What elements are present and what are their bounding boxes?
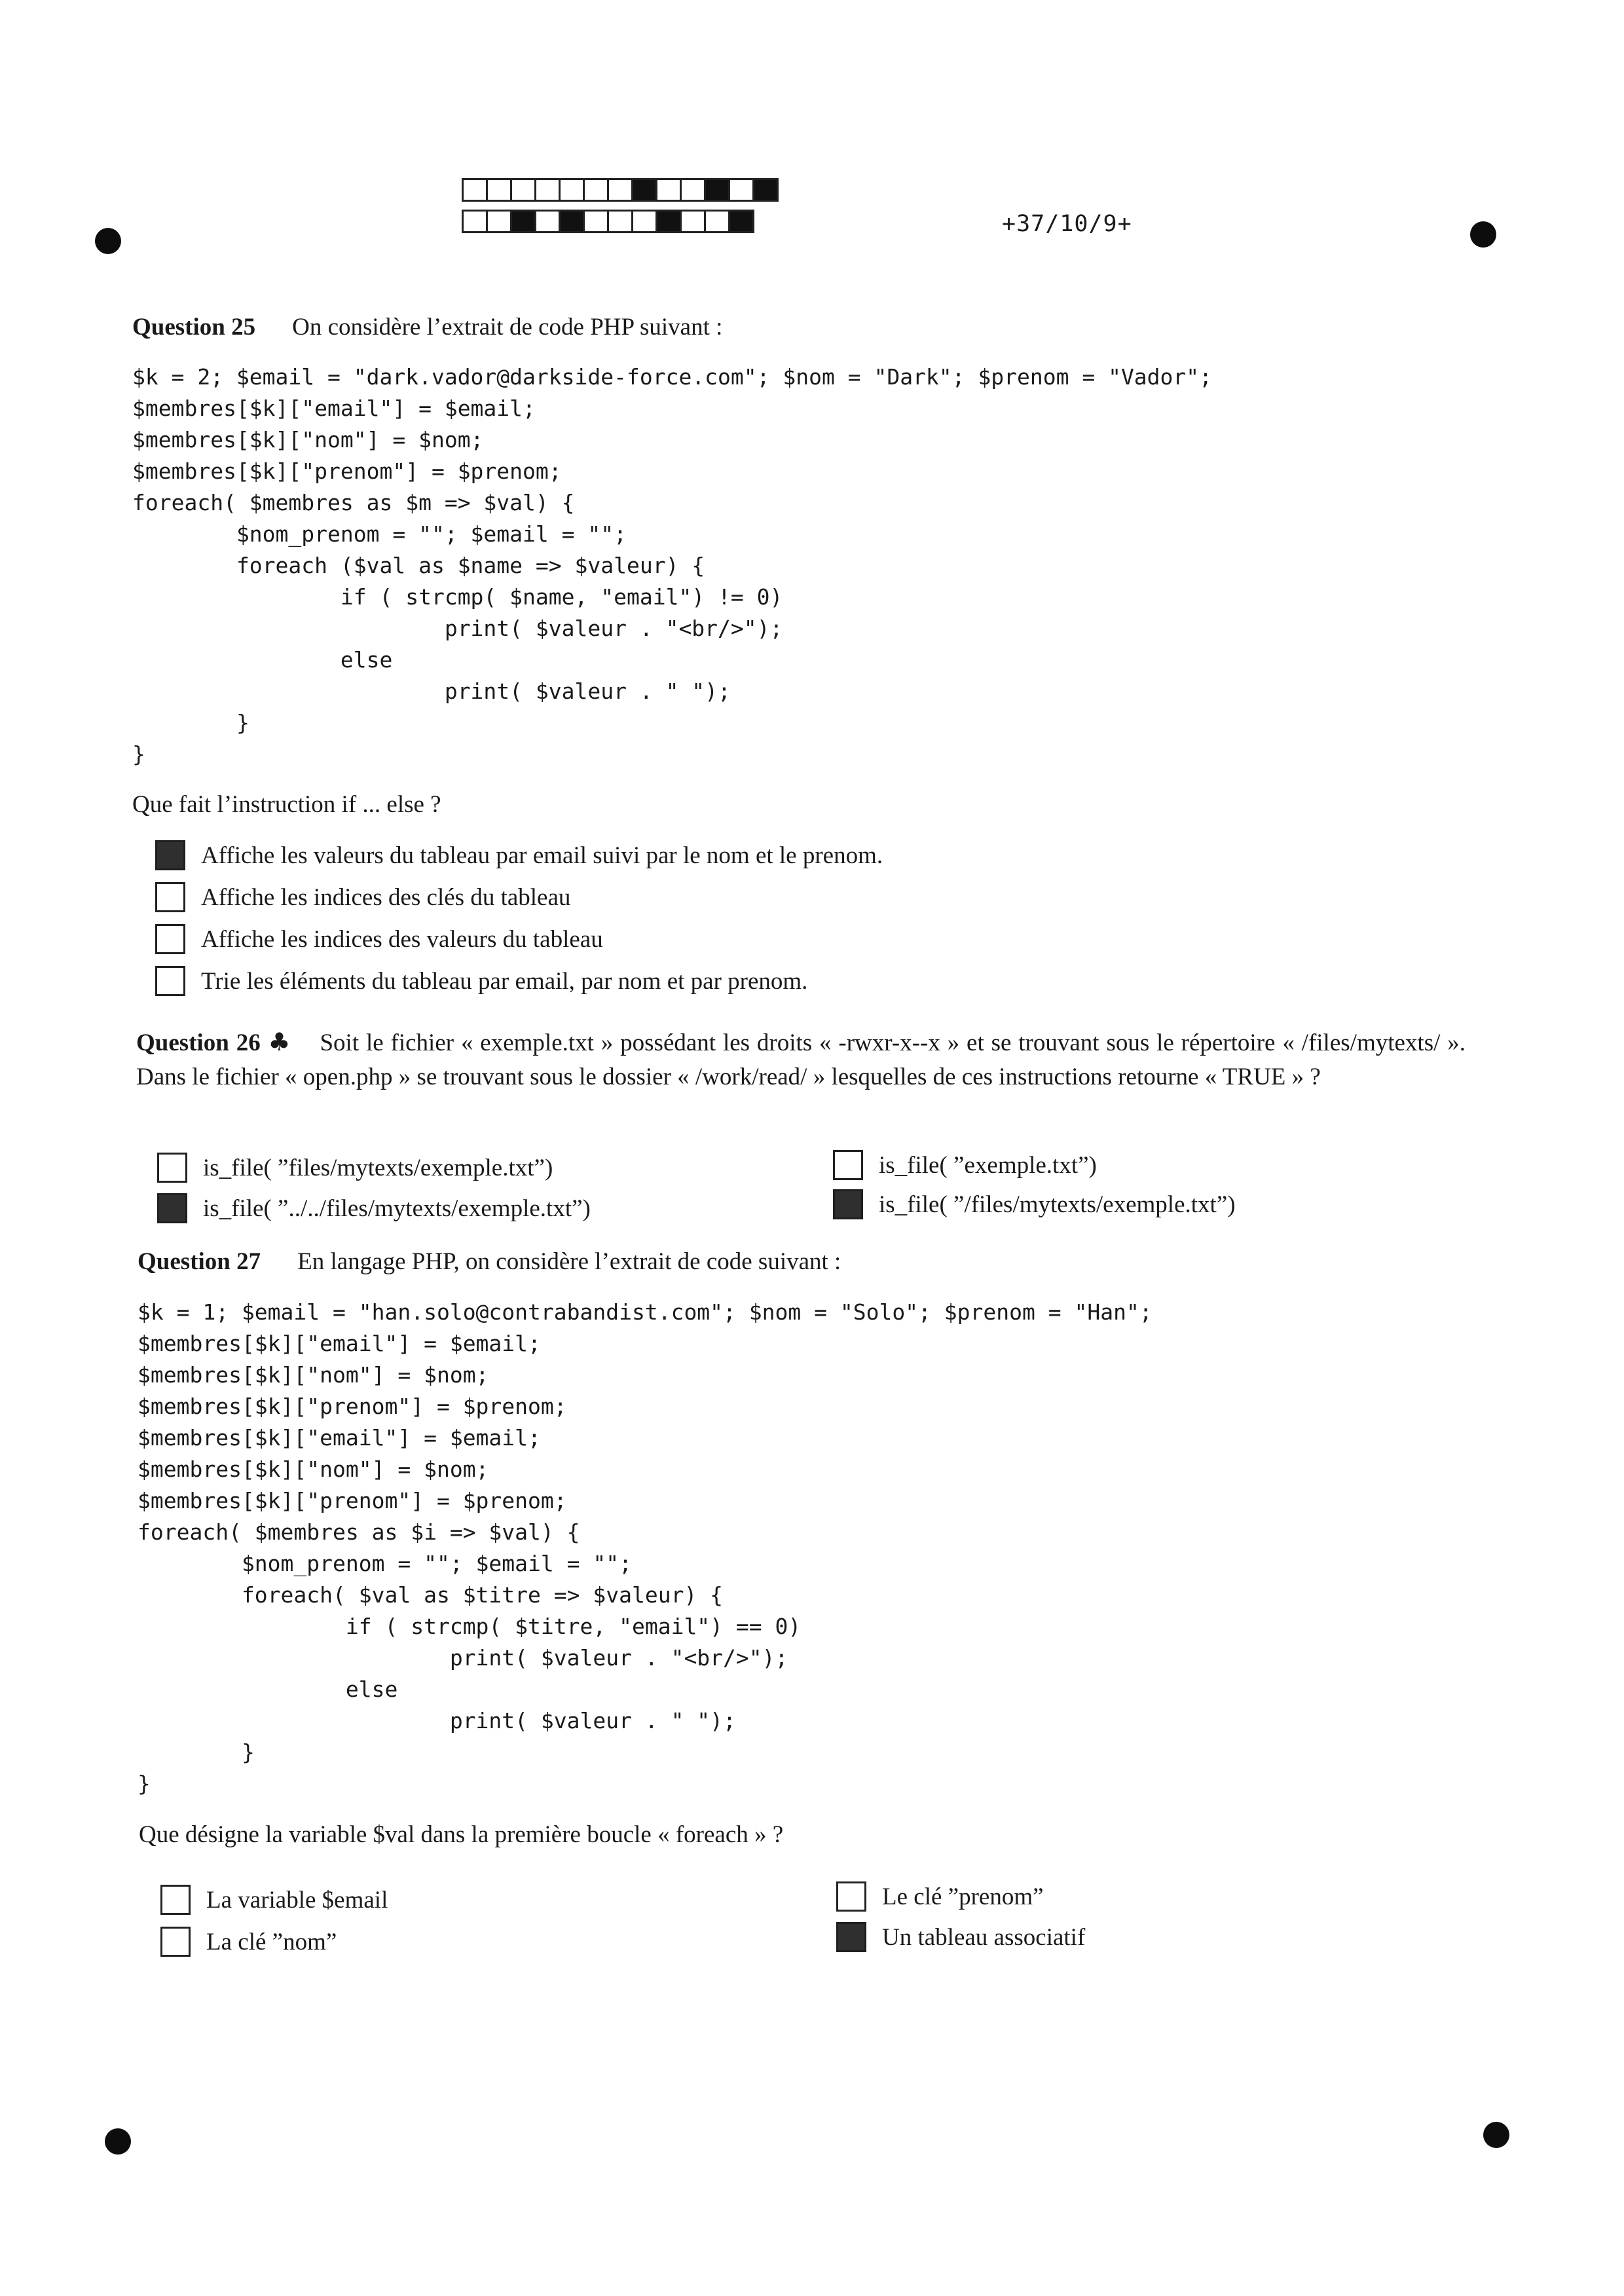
corner-mark-top-left (95, 228, 121, 254)
barcode-cell (631, 178, 657, 202)
q27-answer-4[interactable] (836, 1922, 1085, 1952)
checkbox[interactable] (155, 882, 185, 912)
question-25-header (132, 313, 722, 341)
answer-label: is_file( ”/files/mytexts/exemple.txt”) (879, 1191, 1236, 1218)
multiple-answers-clubs-icon: ♣ (267, 1028, 292, 1056)
barcode-cell (510, 210, 536, 233)
checkbox[interactable] (157, 1153, 187, 1183)
barcode-cell (752, 178, 779, 202)
barcode-cell (462, 178, 488, 202)
barcode-cell (655, 210, 682, 233)
question-text: On considère l’extrait de code PHP suivant : (292, 314, 723, 341)
question-26-block (136, 1025, 1466, 1094)
q26-answer-2[interactable] (833, 1150, 1097, 1180)
q25-answer-2[interactable] (155, 882, 570, 912)
q26-answer-1[interactable] (157, 1153, 553, 1183)
barcode-cell (559, 210, 585, 233)
barcode-cell (728, 178, 754, 202)
page-id: +37/10/9+ (1002, 211, 1132, 237)
q26-answer-3[interactable] (157, 1193, 591, 1223)
barcode-cell (559, 178, 585, 202)
checkbox[interactable] (833, 1150, 863, 1180)
question-label: Question 25 (132, 314, 256, 341)
q25-answer-1[interactable] (155, 840, 883, 870)
barcode-cell (728, 210, 754, 233)
answer-label: Le clé ”prenom” (882, 1883, 1044, 1910)
answer-label: La variable $email (206, 1886, 388, 1914)
barcode-cell (510, 178, 536, 202)
answer-label: Affiche les indices des valeurs du tableau (201, 925, 603, 953)
barcode-cell (607, 178, 633, 202)
q26-answer-4[interactable] (833, 1189, 1236, 1219)
question-27-header (138, 1248, 841, 1276)
answer-label: Un tableau associatif (882, 1923, 1086, 1951)
q27-answer-2[interactable] (836, 1881, 1044, 1912)
barcode-cell (462, 210, 488, 233)
barcode-row-2 (462, 210, 752, 233)
barcode-cell (680, 178, 706, 202)
checkbox[interactable] (155, 966, 185, 996)
code-block-q25: $k = 2; $email = "dark.vador@darkside-force.com"; $nom = "Dark"; $prenom = "Vador"; $membres[$k]["email"] = $email; $membres[$k]["nom"] = $nom; $membres[$k]["prenom"] = $prenom; foreach( $membres as $m => $val) { $nom_prenom = ""; $email = ""; foreach ($val as $name => $valeur) { if ( strcmp( $name, "email") != 0) print( $valeur . "<br/>"); else print( $valeur . " "); } } (132, 364, 1213, 767)
answer-label: is_file( ”../../files/mytexts/exemple.txt”) (203, 1194, 591, 1222)
checkbox[interactable] (836, 1922, 866, 1952)
barcode-cell (607, 210, 633, 233)
corner-mark-bottom-right (1483, 2122, 1509, 2148)
barcode-cell (534, 178, 561, 202)
answer-label: Affiche les valeurs du tableau par email suivi par le nom et le prenom. (201, 842, 883, 869)
checkbox[interactable] (155, 924, 185, 954)
answer-label: La clé ”nom” (206, 1928, 337, 1955)
checkbox[interactable] (157, 1193, 187, 1223)
checkbox[interactable] (836, 1881, 866, 1912)
barcode-cell (583, 178, 609, 202)
checkbox[interactable] (833, 1189, 863, 1219)
barcode-row-1 (462, 178, 777, 202)
question-25-prompt: Que fait l’instruction if ... else ? (132, 791, 441, 818)
checkbox[interactable] (160, 1885, 191, 1915)
answer-label: is_file( ”exemple.txt”) (879, 1151, 1097, 1179)
answer-label: Affiche les indices des clés du tableau (201, 883, 571, 911)
barcode-cell (534, 210, 561, 233)
q25-answer-3[interactable] (155, 924, 603, 954)
barcode-cell (486, 178, 512, 202)
q27-answer-3[interactable] (160, 1927, 337, 1957)
barcode-cell (704, 178, 730, 202)
answer-label: Trie les éléments du tableau par email, par nom et par prenom. (201, 967, 808, 995)
barcode-cell (680, 210, 706, 233)
question-text: Soit le fichier « exemple.txt » possédant les droits « -rwxr-x--x » et se trouvant sous le répertoire « /files/mytexts/ ». Dans le fichier « open.php » se trouvant sous le dossier « /work/read/ » lesquelles de ces instructions retourne « TRUE » ? (136, 1029, 1466, 1090)
checkbox[interactable] (155, 840, 185, 870)
barcode-cell (486, 210, 512, 233)
checkbox[interactable] (160, 1927, 191, 1957)
barcode-cell (631, 210, 657, 233)
barcode-cell (655, 178, 682, 202)
q27-answer-1[interactable] (160, 1885, 388, 1915)
question-label: Question 26 (136, 1029, 261, 1056)
question-text: En langage PHP, on considère l’extrait de code suivant : (297, 1248, 841, 1275)
barcode-cell (704, 210, 730, 233)
barcode-cell (583, 210, 609, 233)
corner-mark-top-right (1470, 221, 1496, 248)
question-label: Question 27 (138, 1248, 261, 1275)
q25-answer-4[interactable] (155, 966, 807, 996)
corner-mark-bottom-left (105, 2128, 131, 2155)
code-block-q27: $k = 1; $email = "han.solo@contrabandist.com"; $nom = "Solo"; $prenom = "Han"; $membres[$k]["email"] = $email; $membres[$k]["nom"] = $nom; $membres[$k]["prenom"] = $prenom; $membres[$k]["email"] = $email; $membres[$k]["nom"] = $nom; $membres[$k]["prenom"] = $prenom; foreach( $membres as $i => $val) { $nom_prenom = ""; $email = ""; foreach( $val as $titre => $valeur) { if ( strcmp( $titre, "email") == 0) print( $valeur . "<br/>"); else print( $valeur . " "); } } (138, 1299, 1153, 1796)
question-27-prompt: Que désigne la variable $val dans la première boucle « foreach » ? (139, 1821, 784, 1848)
answer-label: is_file( ”files/mytexts/exemple.txt”) (203, 1154, 553, 1181)
